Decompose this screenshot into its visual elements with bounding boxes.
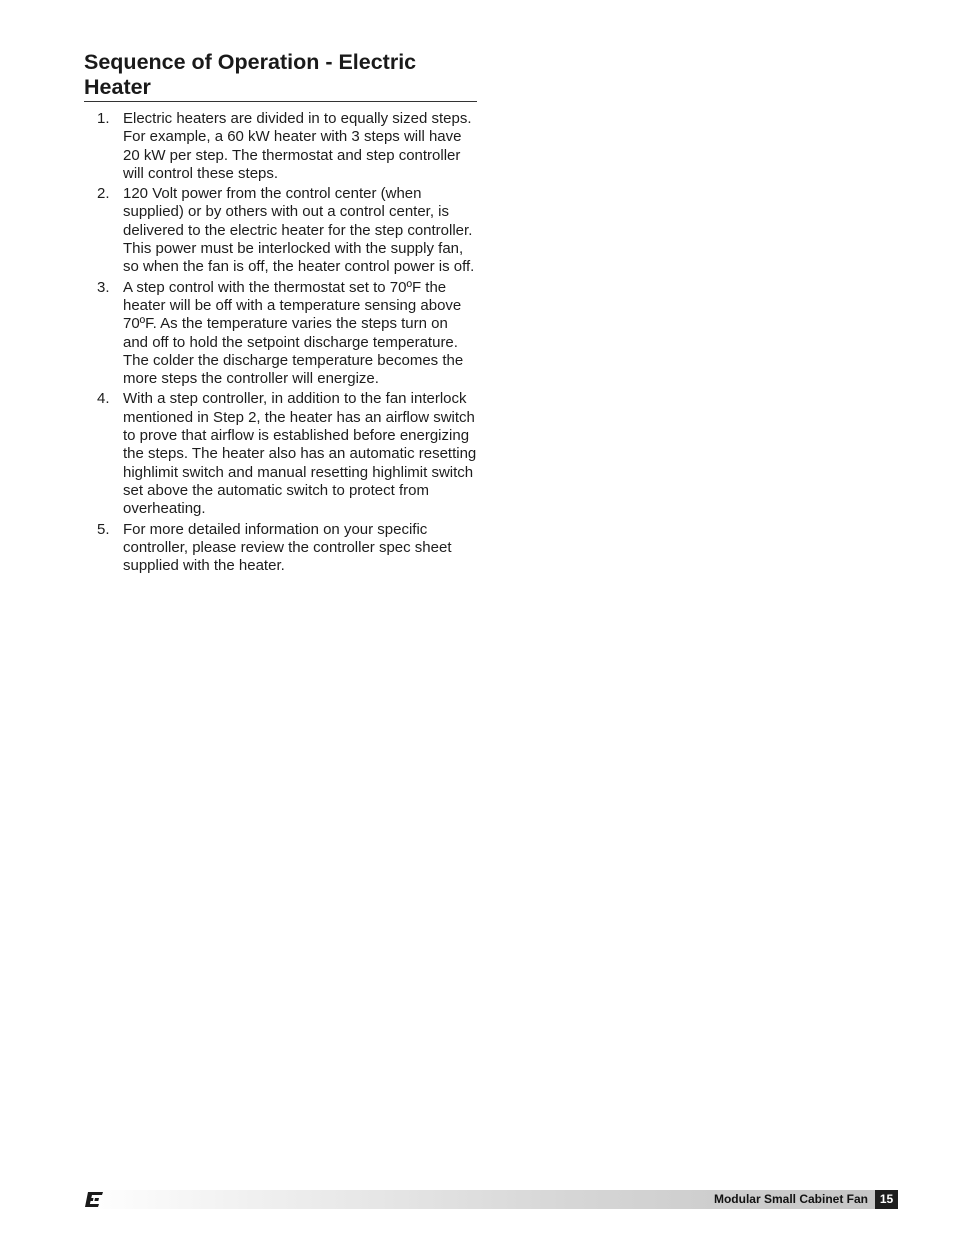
page-footer [84,1190,898,1209]
list-item-step-3 [84,279,477,389]
step-number: 4. [97,390,110,408]
page-number: 15 [875,1190,898,1209]
step-text: Electric heaters are divided in to equally sized steps. For example, a 60 kW heater with 3 steps will have 20 kW per step. The thermostat and step controller will control these steps. [123,110,472,182]
list-item-step-4 [84,390,477,518]
section-title [84,50,477,102]
steps-list [84,110,477,575]
step-text: 120 Volt power from the control center (when supplied) or by others with out a control center, is delivered to the electric heater for the step controller. This power must be interlocked with the supply fan, so when the fan is off, the heater control power is off. [123,185,475,276]
step-text: For more detailed information on your specific controller, please review the controller spec sheet supplied with the heater. [123,520,452,575]
step-text: A step control with the thermostat set to 70ºF the heater will be off with a temperature sensing above 70ºF. As the temperature varies the steps turn on and off to hold the setpoint discharge temperature. The colder the discharge temperature becomes the more steps the controller will energize. [123,278,464,388]
list-item-step-1 [84,110,477,183]
step-number: 3. [97,278,110,296]
list-item-step-5 [84,521,477,576]
step-number: 1. [97,110,110,127]
company-logo-icon [84,1191,104,1208]
section-title-line2: Heater [84,75,151,99]
step-text: With a step controller, in addition to the fan interlock mentioned in Step 2, the heater has an airflow switch to prove that airflow is established before energizing the steps. The heater also has an automatic resetting highlimit switch and manual resetting highlimit switch set above the automatic switch to protect from overheating. [123,390,477,518]
section-sequence-of-operation [84,50,477,577]
list-item-step-2 [84,185,477,276]
step-number: 5. [97,520,110,538]
section-title-line1: Sequence of Operation - Electric [84,50,417,74]
footer-title: Modular Small Cabinet Fan [713,1192,868,1206]
step-number: 2. [97,185,110,203]
